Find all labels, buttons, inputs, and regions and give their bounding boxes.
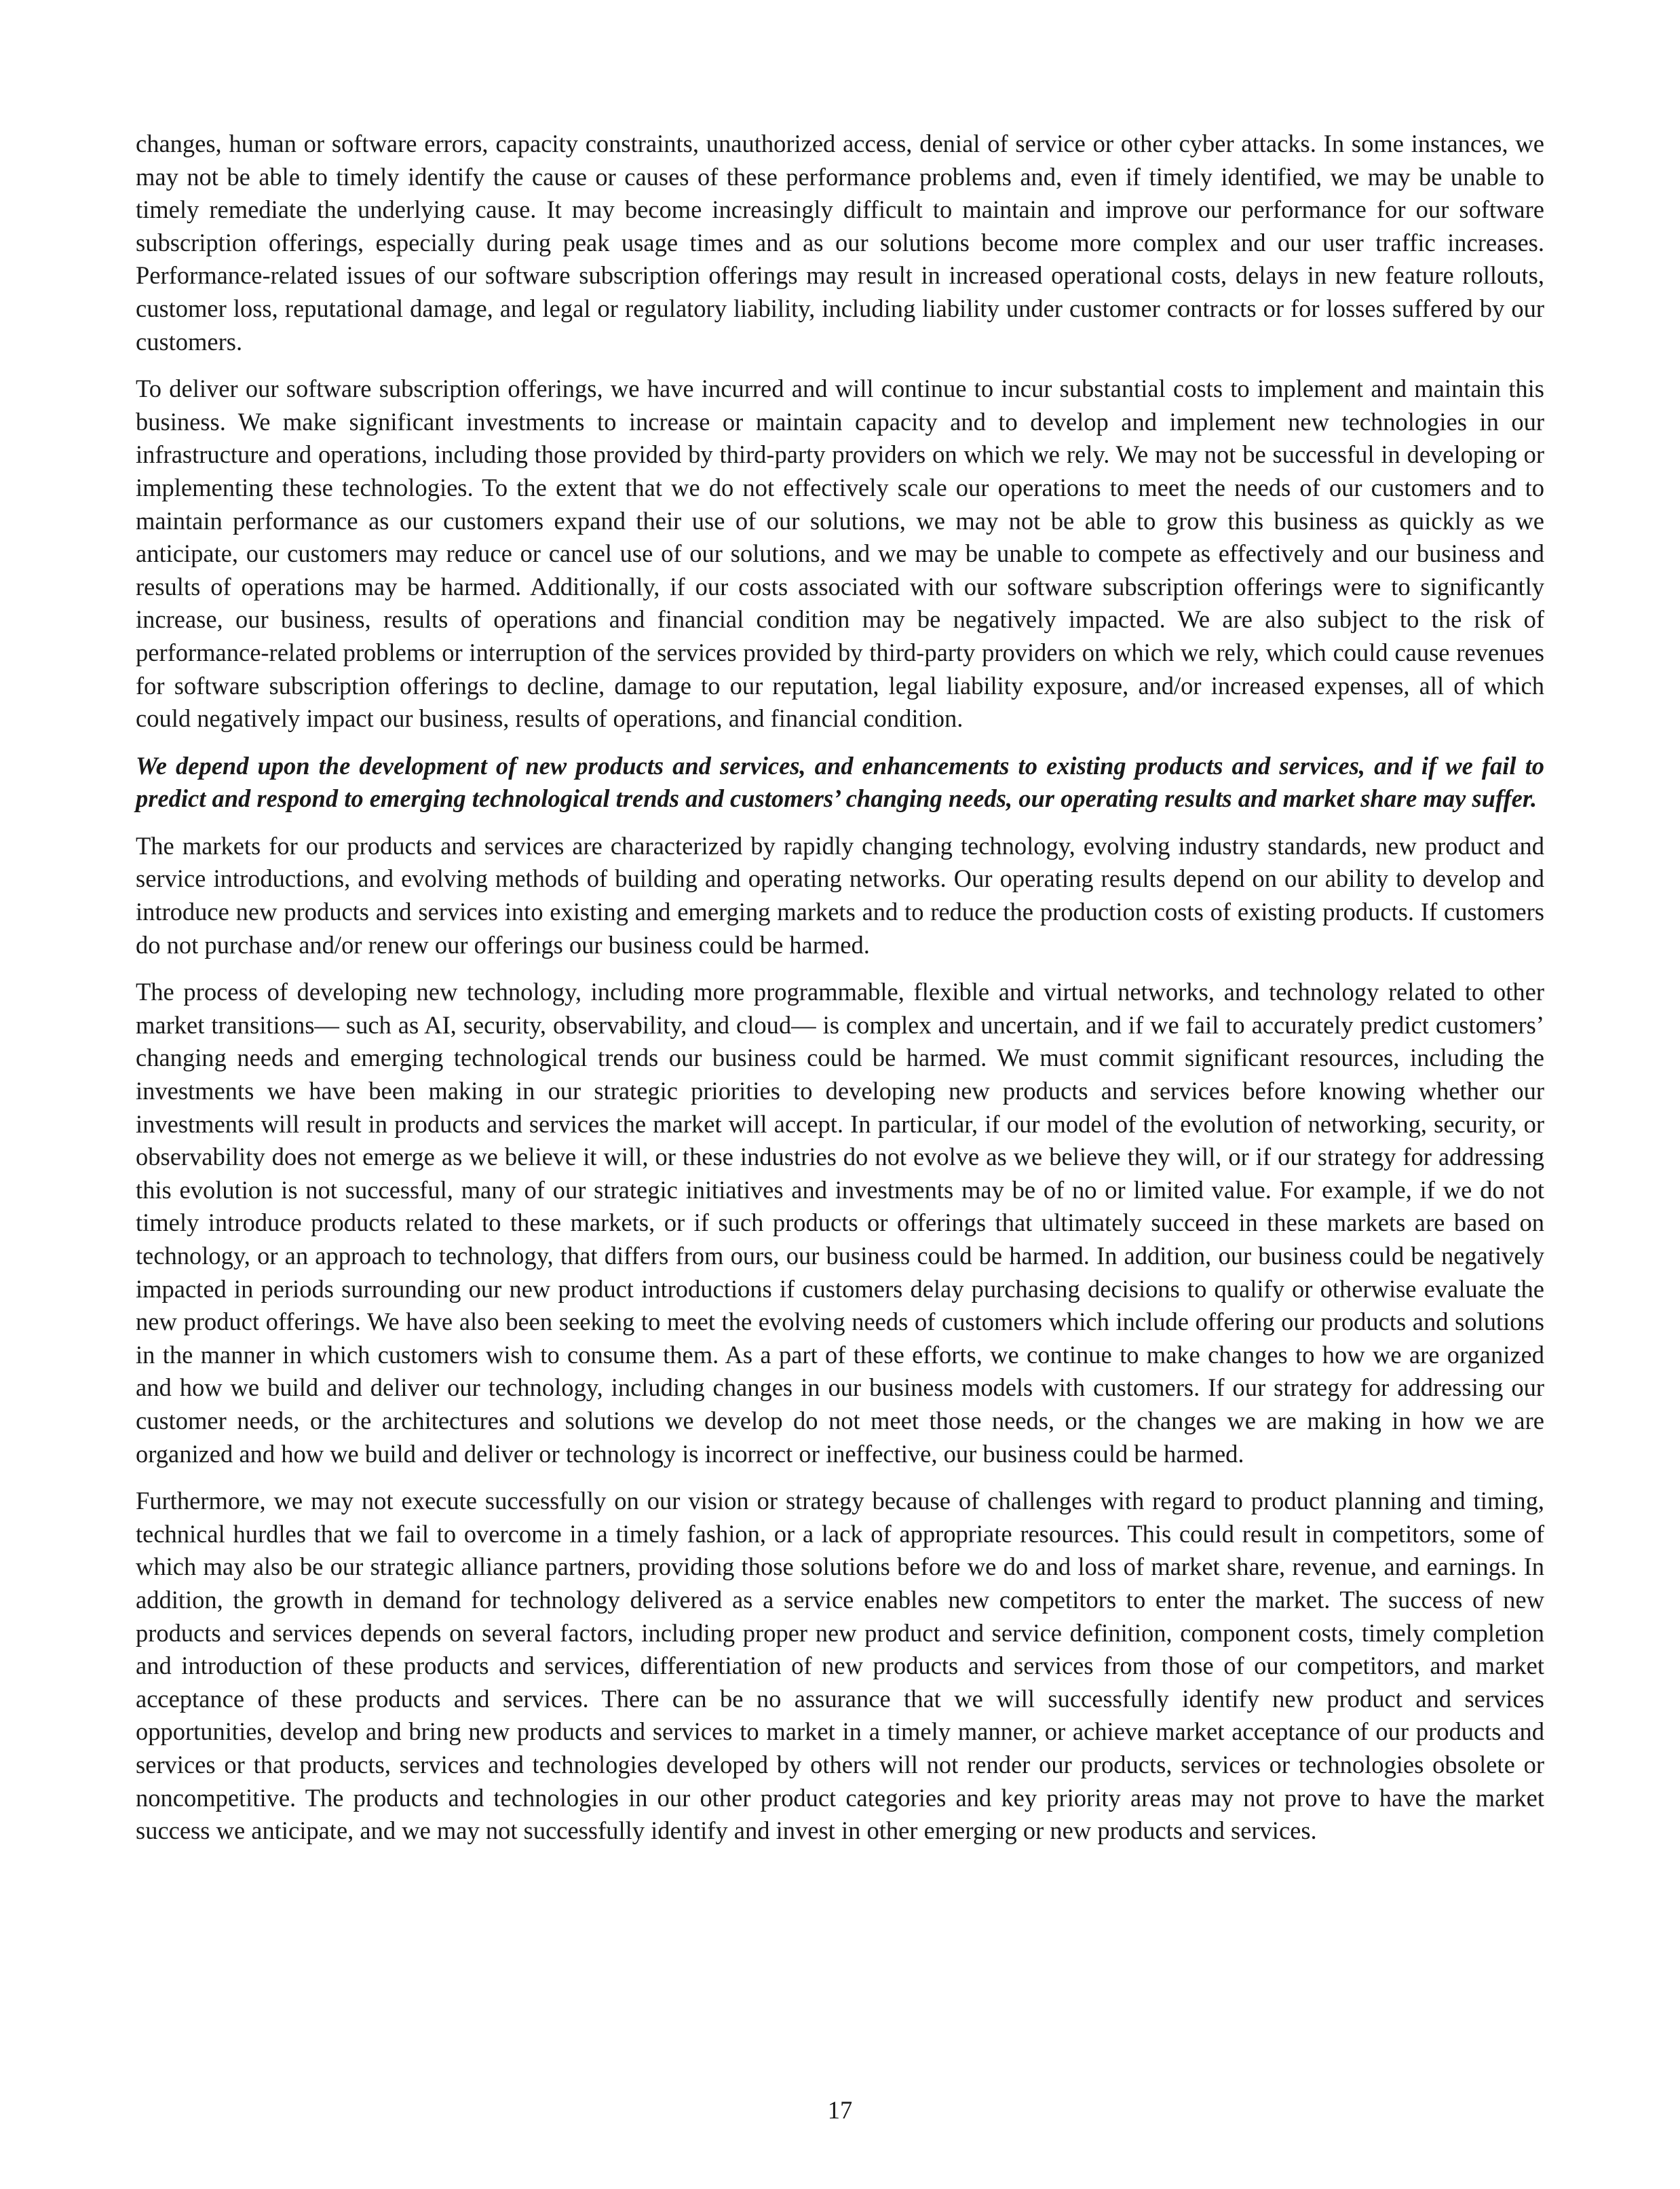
document-page xyxy=(136,128,1544,1862)
page-number: 17 xyxy=(827,2096,853,2124)
paragraph-execution-risk: Furthermore, we may not execute successfully on our vision or strategy because of challenges with regard to product planning and timing, technical hurdles that we fail to overcome in a timely fashion, or a lack of appropriate resources. This could result in competitors, some of which may also be our strategic alliance partners, providing those solutions before we do and loss of market share, revenue, and earnings. In addition, the growth in demand for technology delivered as a service enables new competitors to enter the market. The success of new products and services depends on several factors, including proper new product and service definition, component costs, timely completion and introduction of these products and services, differentiation of new products and services from those of our competitors, and market acceptance of these products and services. There can be no assurance that we will successfully identify new product and services opportunities, develop and bring new products and services to market in a timely manner, or achieve market acceptance of our products and services or that products, services and technologies developed by others will not render our products, services or technologies obsolete or noncompetitive. The products and technologies in our other product categories and key priority areas may not prove to have the market success we anticipate, and we may not successfully identify and invest in other emerging or new products and services. xyxy=(136,1487,1544,1845)
paragraph-performance-issues: changes, human or software errors, capacity constraints, unauthorized access, denial of service or other cyber attacks. In some instances, we may not be able to timely identify the cause or causes of these performance problems and, even if timely identified, we may be unable to timely remediate the underlying cause. It may become increasingly difficult to maintain and improve our performance for our software subscription offerings, especially during peak usage times and as our solutions become more complex and our user traffic increases. Performance-related issues of our software subscription offerings may result in increased operational costs, delays in new feature rollouts, customer loss, reputational damage, and legal or regulatory liability, including liability under customer contracts or for losses suffered by our customers. xyxy=(136,130,1544,356)
risk-factor-heading: We depend upon the development of new products and services, and enhancements to existing products and services, and if we fail to predict and respond to emerging technological trends and customers’ changing needs, our operating results and market share may suffer. xyxy=(136,751,1544,813)
paragraph-subscription-costs: To deliver our software subscription offerings, we have incurred and will continue to incur substantial costs to implement and maintain this business. We make significant investments to increase or maintain capacity and to develop and implement new technologies in our infrastructure and operations, including those provided by third-party providers on which we rely. We may not be successful in developing or implementing these technologies. To the extent that we do not effectively scale our operations to meet the needs of our customers and to maintain performance as our customers expand their use of our solutions, we may not be able to grow this business as quickly as we anticipate, our customers may reduce or cancel use of our solutions, and we may be unable to compete as effectively and our business and results of operations may be harmed. Additionally, if our costs associated with our software subscription offerings were to significantly increase, our business, results of operations and financial condition may be negatively impacted. We are also subject to the risk of performance-related problems or interruption of the services provided by third-party providers on which we rely, which could cause revenues for software subscription offerings to decline, damage to our reputation, legal liability exposure, and/or increased expenses, all of which could negatively impact our business, results of operations, and financial condition. xyxy=(136,375,1544,733)
paragraph-developing-technology: The process of developing new technology, including more programmable, flexible and virtual networks, and technology related to other market transitions— such as AI, security, observability, and cloud— is complex and uncertain, and if we fail to accurately predict customers’ changing needs and emerging technological trends our business could be harmed. We must commit significant resources, including the investments we have been making in our strategic priorities to developing new products and services before knowing whether our investments will result in products and services the market will accept. In particular, if our model of the evolution of networking, security, or observability does not emerge as we believe it will, or these industries do not evolve as we believe they will, or if our strategy for addressing this evolution is not successful, many of our strategic initiatives and investments may be of no or limited value. For example, if we do not timely introduce products related to these markets, or if such products or offerings that ultimately succeed in these markets are based on technology, or an approach to technology, that differs from ours, our business could be harmed. In addition, our business could be negatively impacted in periods surrounding our new product introductions if customers delay purchasing decisions to qualify or otherwise evaluate the new product offerings. We have also been seeking to meet the evolving needs of customers which include offering our products and solutions in the manner in which customers wish to consume them. As a part of these efforts, we continue to make changes to how we are organized and how we build and deliver our technology, including changes in our business models with customers. If our strategy for addressing our customer needs, or the architectures and solutions we develop do not meet those needs, or the changes we are making in how we are organized and how we build and deliver or technology is incorrect or ineffective, our business could be harmed. xyxy=(136,978,1544,1468)
paragraph-markets: The markets for our products and services are characterized by rapidly changing technology, evolving industry standards, new product and service introductions, and evolving methods of building and operating networks. Our operating results depend on our ability to develop and introduce new products and services into existing and emerging markets and to reduce the production costs of existing products. If customers do not purchase and/or renew our offerings our business could be harmed. xyxy=(136,831,1544,959)
